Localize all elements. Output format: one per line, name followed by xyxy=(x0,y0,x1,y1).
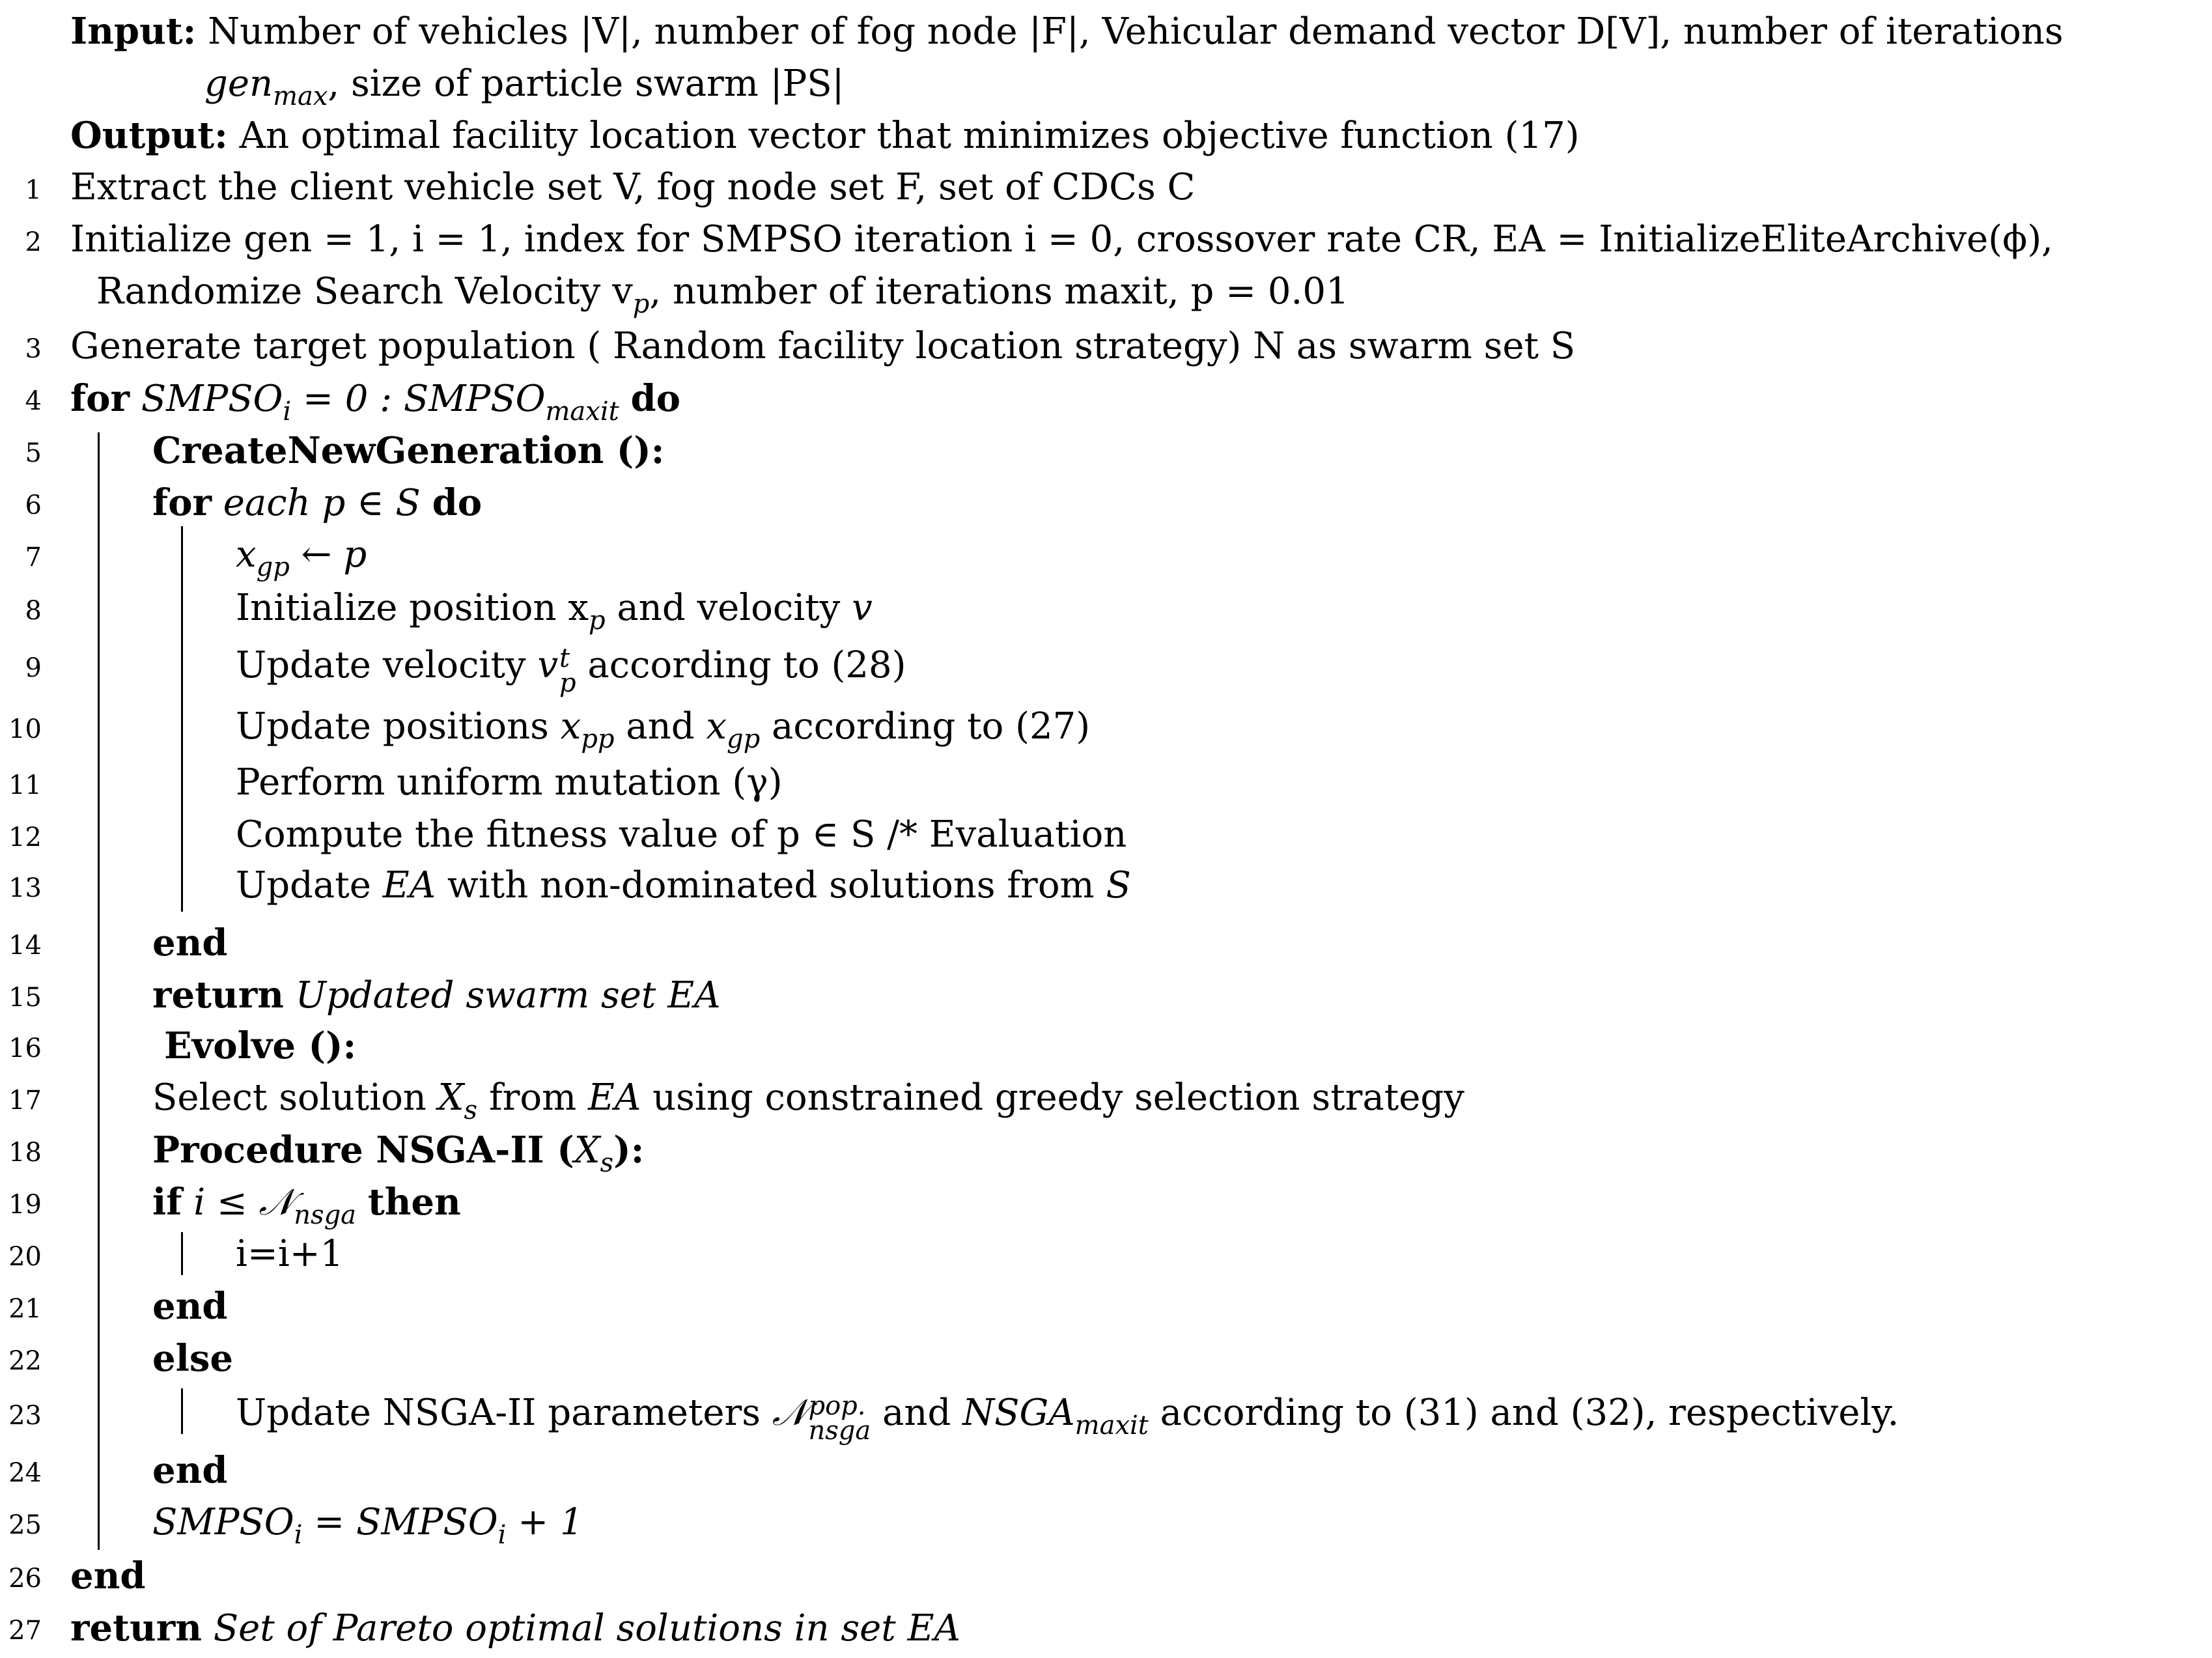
line-number: 1 xyxy=(25,175,42,205)
line-number: 17 xyxy=(8,1086,42,1116)
output-text: An optimal facility location vector that minimizes objective function (17) xyxy=(239,115,1580,157)
line-number: 2 xyxy=(25,227,42,257)
algorithm-input xyxy=(70,5,2064,122)
line-number: 26 xyxy=(8,1564,42,1594)
line-number: 24 xyxy=(8,1458,42,1488)
line-number: 21 xyxy=(8,1294,42,1324)
line-number: 22 xyxy=(8,1346,42,1376)
line-number: 8 xyxy=(25,596,42,626)
else-block-bar xyxy=(181,1388,183,1434)
input-text-line2: gen$_{max}$, size of particle swarm |PS| xyxy=(204,63,845,111)
line-number: 12 xyxy=(8,822,42,852)
line-number: 4 xyxy=(25,386,42,416)
line-number: 19 xyxy=(8,1190,42,1220)
line-number: 18 xyxy=(8,1138,42,1168)
line-number: 11 xyxy=(8,770,42,800)
line-number: 3 xyxy=(25,334,42,364)
input-label: Input: xyxy=(70,10,197,53)
line-number: 15 xyxy=(8,983,42,1013)
line-number: 25 xyxy=(8,1510,42,1540)
line-number: 16 xyxy=(8,1033,42,1063)
line-number: 6 xyxy=(25,490,42,520)
if-block-bar xyxy=(181,1232,183,1275)
line-number: 5 xyxy=(25,438,42,468)
line-number: 10 xyxy=(8,714,42,744)
algorithm-block: Input: Number of vehicles |V|, number of fog node |F|, Vehicular demand vector D[V], number of iterations gen$_{max}$, size of particle swarm |PS| Output: An optimal facility location vector that minimizes objective function (17) 1 Extract the client vehicle set V, fog node set F, set of CDCs C 2 Initialize gen = 1, i = 1, index for SMPSO iteration i = 0, crossover rate CR, EA = InitializeEliteArchive(ϕ), Randomize Search Velocity $v_p$, number of iterations maxit, p = 0.01 3 Generate target population ( Random facility location strategy) N as swarm set S 4 for $SMPSO_i = 0$ : $SMPSO_{maxit}$ do 5 CreateNewGeneration (): 6 for each p ∈ S do 7 $x_{gp}$ ← p 8 Initialize position $x_p$ and velocity v 9 Update velocity v t p according to (28) 10 Update positions $x_{pp}$ and $x_{gp}$ according to (27) 11 Perform uniform mutation (γ) 12 Compute the fitness value of p ∈ S /* Evaluation 13 Update EA with non-dominated solutions from S 14 end 15 return Updated swarm set EA 16 Evolve (): 17 Select solution $X_s$ from EA using constrained greedy selection strategy 18 Procedure NSGA-II $(X_s)$: 19 if i ≤ 𝒩$_{nsga}$ then 20 i=i+1 21 end 22 else 23 Update NSGA-II parameters 𝒩 pop. nsga and $NSGA_{maxit}$ according to (31) and (32), respectively. 24 end 25 $SMPSO_i$ = $SMPSO_i + 1$ 26 end 27 return Set of Pareto optimal solutions in set EA xyxy=(0,0,2212,1658)
output-label: Output: xyxy=(70,114,228,157)
line-number: 27 xyxy=(8,1616,42,1646)
line-number: 14 xyxy=(8,931,42,961)
input-text-line1: Number of vehicles |V|, number of fog node |F|, Vehicular demand vector D[V], number of iterations xyxy=(208,10,2064,53)
for-loop-block-bar xyxy=(98,432,100,1550)
algorithm-output xyxy=(70,109,1580,162)
line-number: 13 xyxy=(8,873,42,903)
line-number: 7 xyxy=(25,542,42,572)
inner-for-block-bar xyxy=(181,526,183,912)
line-number: 9 xyxy=(25,653,42,683)
line-number: 23 xyxy=(8,1401,42,1431)
line-number: 20 xyxy=(8,1242,42,1272)
